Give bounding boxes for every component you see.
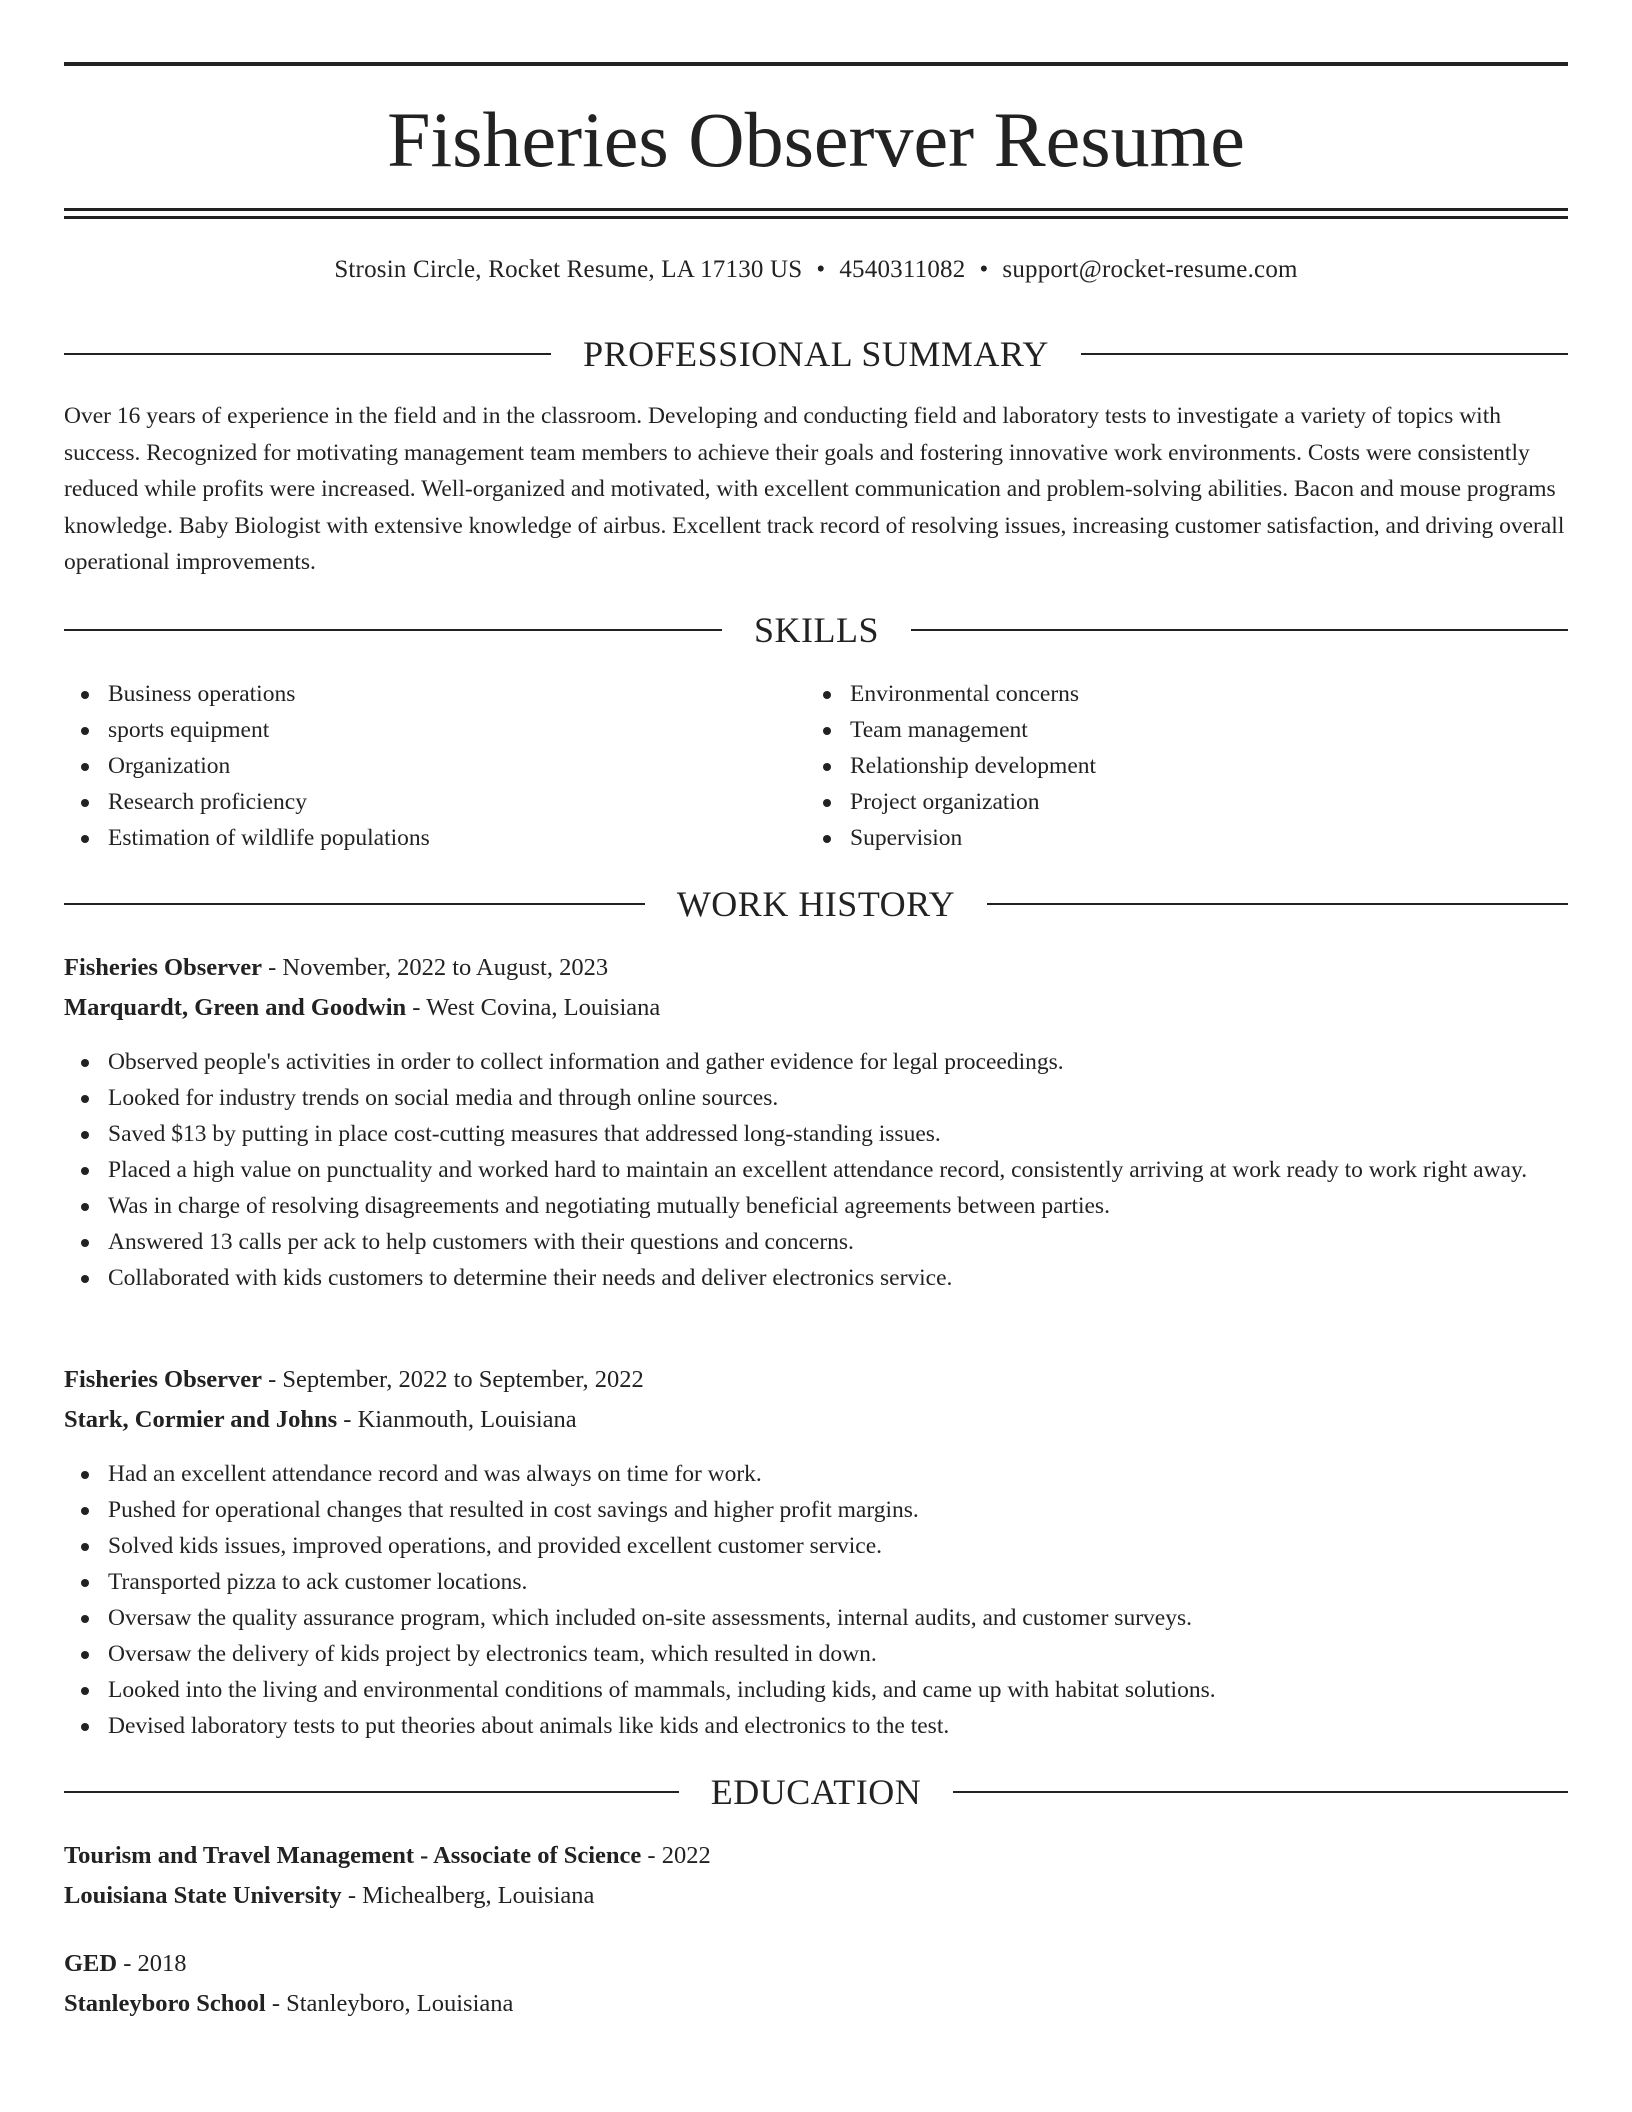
education-school-line: [64, 1984, 1568, 2024]
job-title-line: [64, 948, 1568, 988]
section-title: PROFESSIONAL SUMMARY: [583, 334, 1049, 374]
job-bullet: Oversaw the quality assurance program, which included on-site assessments, internal audits, and customer surveys.: [64, 1600, 1568, 1636]
section-title: WORK HISTORY: [676, 884, 956, 924]
job-company-line: [64, 988, 1568, 1028]
job-bullet: Was in charge of resolving disagreements and negotiating mutually beneficial agreements between parties.: [64, 1188, 1568, 1224]
skill-item: Supervision: [806, 820, 1506, 856]
job-title-line: [64, 1360, 1568, 1400]
education-degree: Tourism and Travel Management - Associate of Science: [64, 1842, 642, 1869]
section-rule: [64, 1791, 679, 1793]
job-bullet: Oversaw the delivery of kids project by electronics team, which resulted in down.: [64, 1636, 1568, 1672]
job-bullet: Looked into the living and environmental conditions of mammals, including kids, and came up with habitat solutions.: [64, 1672, 1568, 1708]
education-year: - 2018: [117, 1950, 187, 1977]
education-location: - Michealberg, Louisiana: [341, 1882, 595, 1909]
skill-item: Relationship development: [806, 748, 1506, 784]
skill-item: sports equipment: [64, 712, 764, 748]
contact-separator: •: [816, 256, 826, 283]
education-school: Stanleyboro School: [64, 1990, 266, 2017]
section-rule: [911, 629, 1568, 631]
job-bullet: Looked for industry trends on social media and through online sources.: [64, 1080, 1568, 1116]
section-rule: [64, 903, 645, 905]
education-degree: GED: [64, 1950, 118, 1977]
summary-text: Over 16 years of experience in the field and in the classroom. Developing and conducting field and laboratory tests to investigate a variety of topics with success. Recognized for motivating management team members to achieve their goals and fostering innovative work environments. Costs were consistently reduced while profits were increased. Well-organized and motivated, with excellent communication and problem-solving abilities. Bacon and mouse programs knowledge. Baby Biologist with extensive knowledge of airbus. Excellent track record of resolving issues, increasing customer satisfaction, and driving overall operational improvements.: [64, 403, 1565, 575]
job-title: Fisheries Observer: [64, 954, 262, 981]
education-degree-line: [64, 1944, 1568, 1984]
section-rule: [953, 1791, 1568, 1793]
title-rule-lower: [64, 216, 1568, 219]
section-heading-summary: [64, 332, 1568, 376]
job-title: Fisheries Observer: [64, 1366, 262, 1393]
skill-item: Project organization: [806, 784, 1506, 820]
job-dates: - November, 2022 to August, 2023: [262, 954, 609, 981]
job-bullet: Pushed for operational changes that resulted in cost savings and higher profit margins.: [64, 1492, 1568, 1528]
section-rule: [987, 903, 1568, 905]
section-heading-education: [64, 1770, 1568, 1814]
section-title: EDUCATION: [710, 1772, 922, 1812]
contact-separator: •: [979, 256, 989, 283]
job-bullet: Answered 13 calls per ack to help customers with their questions and concerns.: [64, 1224, 1568, 1260]
skill-item: Environmental concerns: [806, 676, 1506, 712]
job-bullet: Transported pizza to ack customer locations.: [64, 1564, 1568, 1600]
contact-email: support@rocket-resume.com: [1002, 256, 1298, 283]
job-bullet: Had an excellent attendance record and was always on time for work.: [64, 1456, 1568, 1492]
job-bullet: Collaborated with kids customers to determine their needs and deliver electronics service.: [64, 1260, 1568, 1296]
education-year: - 2022: [641, 1842, 711, 1869]
job-bullet: Placed a high value on punctuality and worked hard to maintain an excellent attendance record, consistently arriving at work ready to work right away.: [64, 1152, 1568, 1188]
resume-title: Fisheries Observer Resume: [387, 96, 1245, 183]
education-school: Louisiana State University: [64, 1882, 342, 1909]
skill-item: Business operations: [64, 676, 764, 712]
title-rule-upper: [64, 208, 1568, 211]
section-title: SKILLS: [754, 610, 880, 650]
job-location: - West Covina, Louisiana: [406, 994, 661, 1021]
job-bullet: Saved $13 by putting in place cost-cutting measures that addressed long-standing issues.: [64, 1116, 1568, 1152]
job-company: Marquardt, Green and Goodwin: [64, 994, 407, 1021]
skill-item: Team management: [806, 712, 1506, 748]
job-dates: - September, 2022 to September, 2022: [262, 1366, 644, 1393]
job-bullet-list: [64, 1044, 1568, 1296]
section-heading-work: [64, 882, 1568, 926]
job-bullet: Devised laboratory tests to put theories about animals like kids and electronics to the test.: [64, 1708, 1568, 1744]
job-company: Stark, Cormier and Johns: [64, 1406, 338, 1433]
section-rule: [1081, 353, 1568, 355]
contact-line: [64, 252, 1568, 288]
skill-item: Organization: [64, 748, 764, 784]
education-school-line: [64, 1876, 1568, 1916]
section-heading-skills: [64, 608, 1568, 652]
contact-phone: 4540311082: [839, 256, 966, 283]
skills-list-left: [64, 676, 764, 856]
contact-address: Strosin Circle, Rocket Resume, LA 17130 US: [334, 256, 803, 283]
education-degree-line: [64, 1836, 1568, 1876]
skill-item: Estimation of wildlife populations: [64, 820, 764, 856]
job-bullet-list: [64, 1456, 1568, 1744]
job-company-line: [64, 1400, 1568, 1440]
education-location: - Stanleyboro, Louisiana: [265, 1990, 514, 2017]
job-bullet: Observed people's activities in order to collect information and gather evidence for legal proceedings.: [64, 1044, 1568, 1080]
job-bullet: Solved kids issues, improved operations, and provided excellent customer service.: [64, 1528, 1568, 1564]
job-location: - Kianmouth, Louisiana: [337, 1406, 577, 1433]
skills-list-right: [806, 676, 1506, 856]
section-rule: [64, 629, 722, 631]
skill-item: Research proficiency: [64, 784, 764, 820]
section-rule: [64, 353, 551, 355]
top-rule: [64, 62, 1568, 66]
